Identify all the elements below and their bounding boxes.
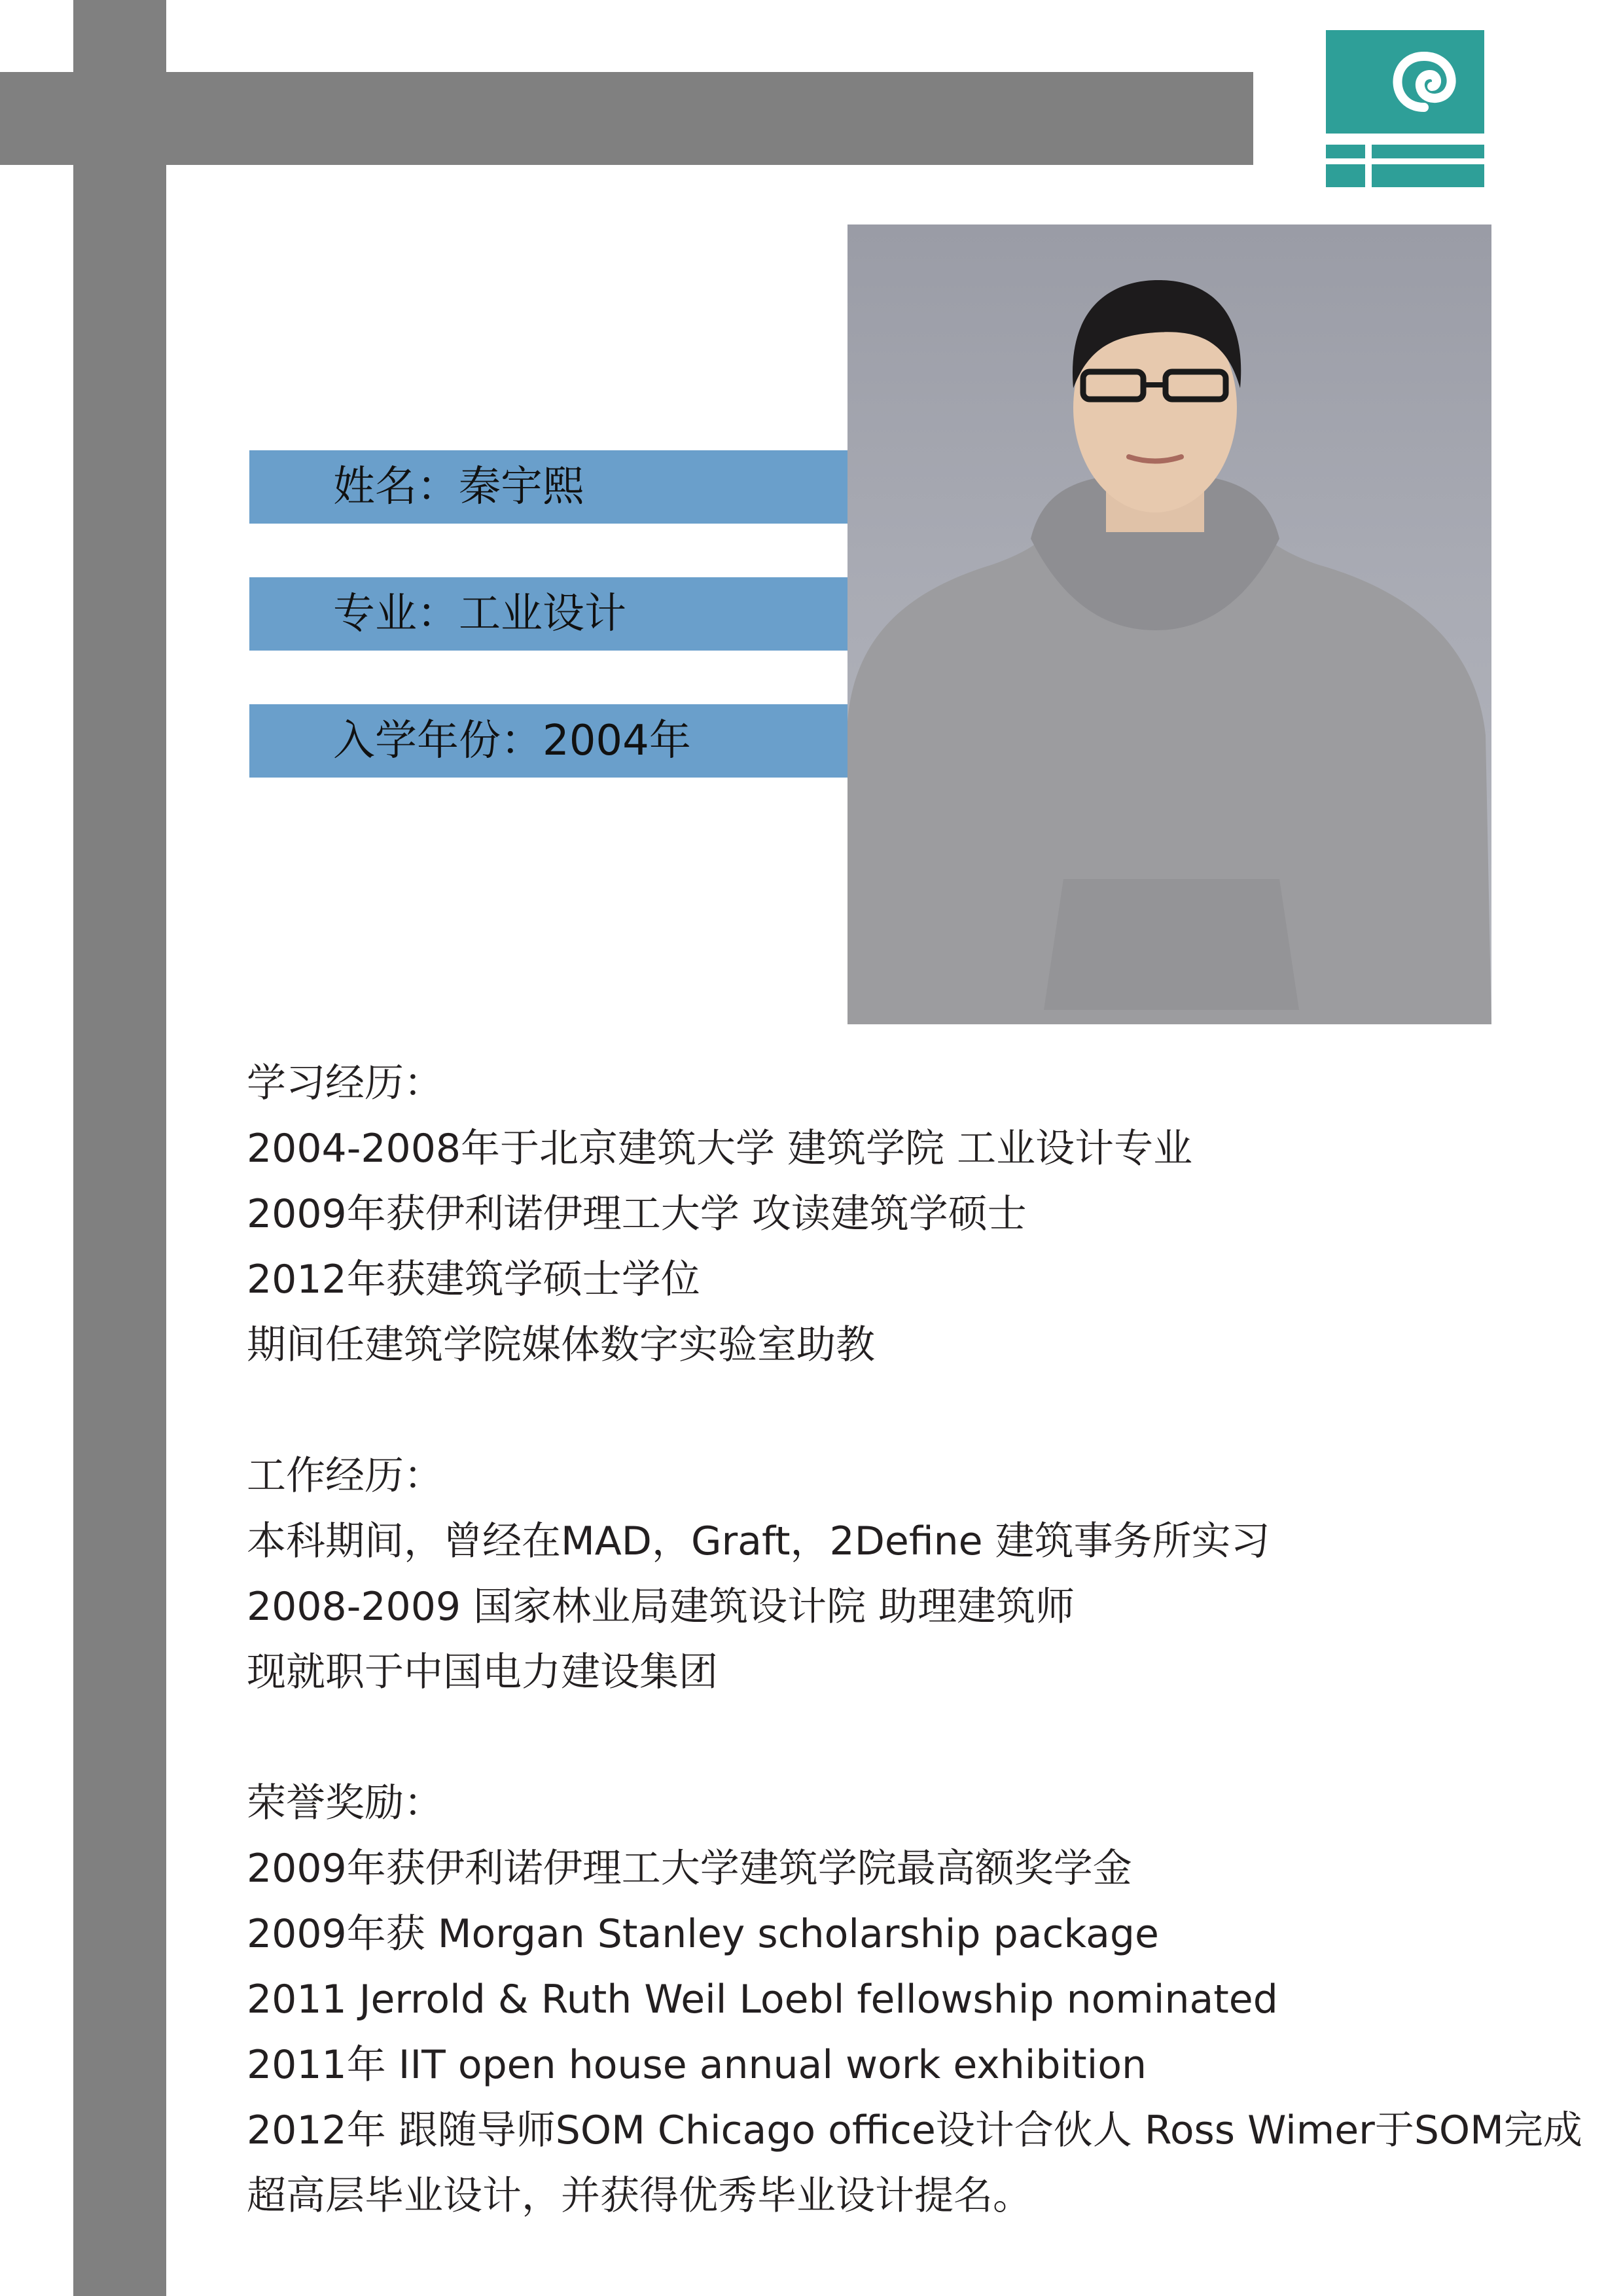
work-line: 本科期间，曾经在MAD，Graft，2Define 建筑事务所实习 <box>247 1518 1270 1564</box>
honors-line: 2009年获伊利诺伊理工大学建筑学院最高额奖学金 <box>247 1846 1132 1892</box>
frame-vertical-bar <box>73 0 166 2296</box>
work-line: 现就职于中国电力建设集团 <box>247 1649 718 1695</box>
portrait-photo <box>847 224 1491 1024</box>
name-field: 姓名：秦宇熙 <box>249 450 847 524</box>
major-field: 专业：工业设计 <box>249 577 847 651</box>
education-line: 2009年获伊利诺伊理工大学 攻读建筑学硕士 <box>247 1191 1027 1237</box>
resume-body <box>247 1050 1595 2229</box>
work-heading: 工作经历： <box>247 1453 443 1499</box>
honors-line: 2011 Jerrold & Ruth Weil Loebl fellowship nominated <box>247 1977 1278 2022</box>
section-spacer <box>247 1705 1595 1770</box>
frame-horizontal-bar <box>0 72 1253 165</box>
person-silhouette <box>847 224 1491 1024</box>
honors-line: 2011年 IIT open house annual work exhibition <box>247 2042 1147 2088</box>
section-spacer <box>247 1378 1595 1443</box>
education-line: 期间任建筑学院媒体数字实验室助教 <box>247 1322 875 1368</box>
honors-line: 超高层毕业设计，并获得优秀毕业设计提名。 <box>247 2173 1032 2219</box>
honors-line: 2009年获 Morgan Stanley scholarship package <box>247 1911 1159 1957</box>
school-logo-icon <box>1326 30 1484 187</box>
honors-line: 2012年 跟随导师SOM Chicago office设计合伙人 Ross Wimer于SOM完成 <box>247 2108 1582 2153</box>
work-line: 2008-2009 国家林业局建筑设计院 助理建筑师 <box>247 1584 1075 1630</box>
education-line: 2012年获建筑学硕士学位 <box>247 1257 700 1302</box>
education-heading: 学习经历： <box>247 1060 443 1106</box>
honors-heading: 荣誉奖励： <box>247 1780 443 1826</box>
enrollment-field: 入学年份：2004年 <box>249 704 847 778</box>
education-line: 2004-2008年于北京建筑大学 建筑学院 工业设计专业 <box>247 1126 1193 1172</box>
